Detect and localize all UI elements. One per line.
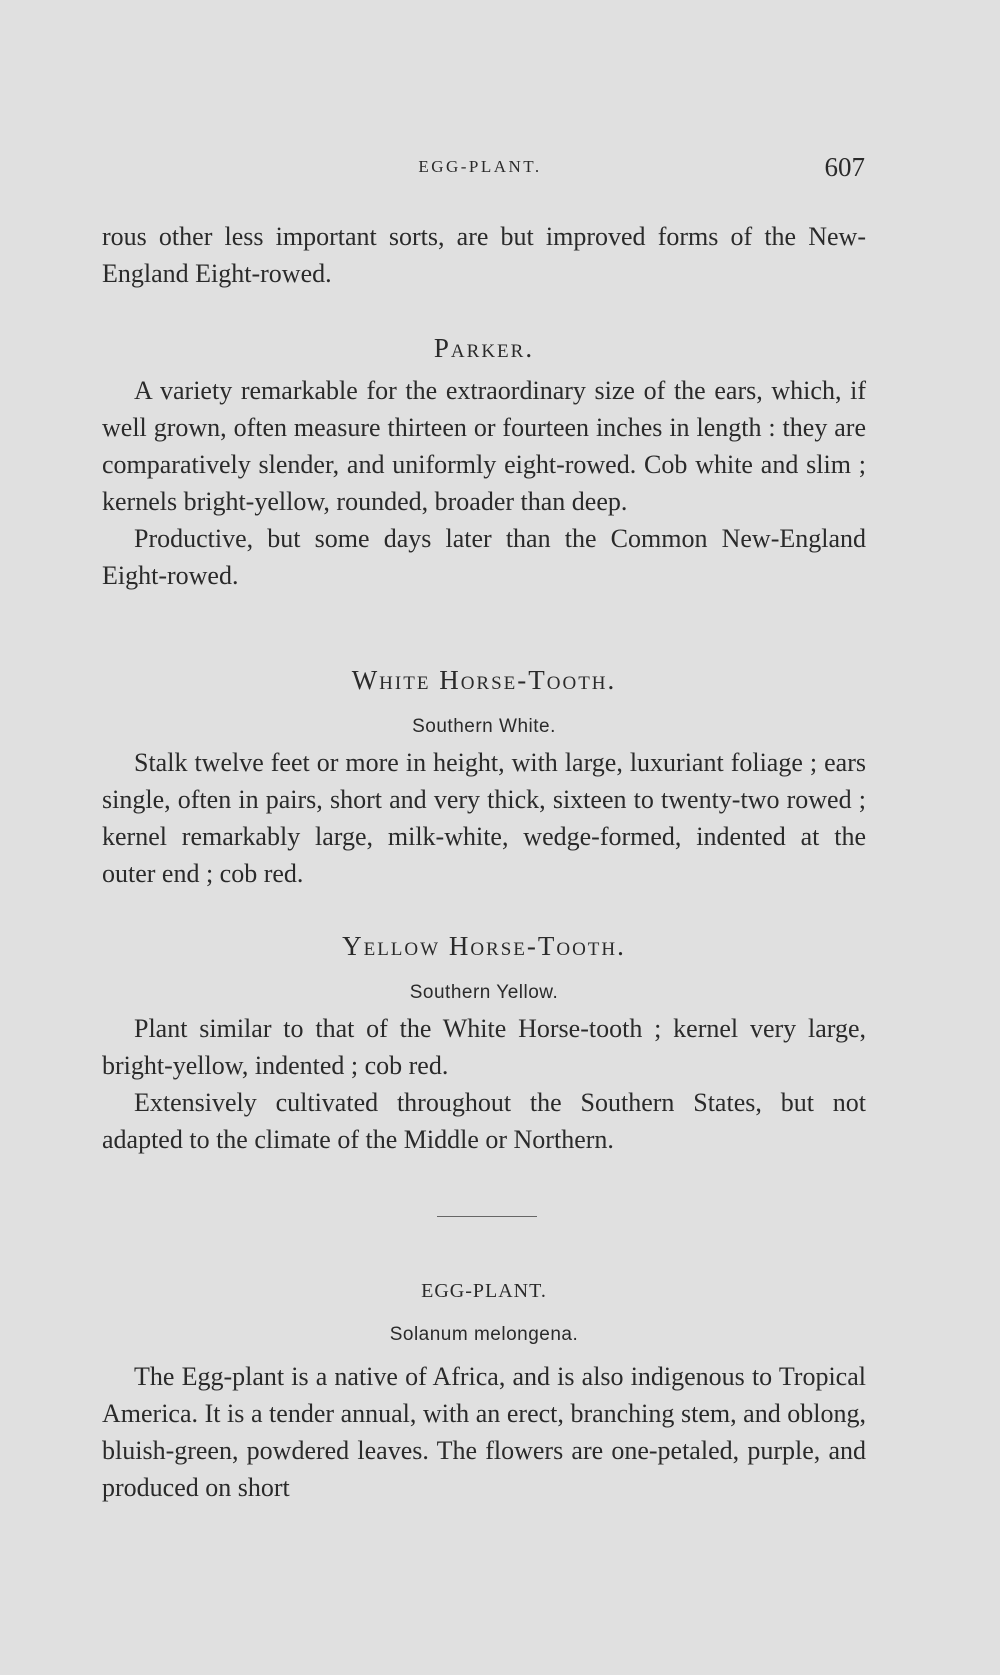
- chapter-latin-name: Solanum melongena.: [389, 1324, 579, 1345]
- section-white-horse-tooth: [102, 662, 866, 699]
- section-paragraph: Extensively cultivated throughout the Southern States, but not adapted to the climate of the Middle or Northern.: [102, 1088, 866, 1154]
- chapter-paragraph: The Egg-plant is a native of Africa, and is also indigenous to Tropical America. It is a tender annual, with an erect, branching stem, and oblong, bluish-green, powdered leaves. The flowers are one-petaled, purple, and produced on short: [102, 1362, 866, 1502]
- section-parker: [102, 330, 866, 367]
- chapter-egg-plant-latin: [102, 1316, 866, 1353]
- page-number: 607: [824, 152, 865, 182]
- section-paragraph: Stalk twelve feet or more in height, with large, luxuriant foliage ; ears single, often in pairs, short and very thick, sixteen to twenty-two rowed ; kernel remarkably large, milk-white, wedge-formed, indented at the outer end ; cob red.: [102, 748, 866, 888]
- section-parker-body: [102, 372, 866, 594]
- section-yellow-horse-tooth-body: [102, 1010, 866, 1158]
- section-divider: [437, 1216, 537, 1217]
- section-heading: Parker.: [433, 333, 535, 363]
- section-paragraph: Plant similar to that of the White Horse-tooth ; kernel very large, bright-yellow, indented ; cob red.: [102, 1014, 866, 1080]
- section-paragraph: Productive, but some days later than the Common New-England Eight-rowed.: [102, 524, 866, 590]
- chapter-egg-plant-body: [102, 1358, 866, 1506]
- continuation-text-block: [102, 218, 866, 292]
- running-title: EGG-PLANT.: [418, 157, 542, 176]
- chapter-title: EGG-PLANT.: [421, 1280, 547, 1302]
- section-paragraph: A variety remarkable for the extraordinary size of the ears, which, if well grown, often measure thirteen or fourteen inches in length : they are comparatively slender, and uniformly eight-rowed. Cob white and slim ; kernels bright-yellow, rounded, broader than deep.: [102, 376, 866, 516]
- section-heading: White Horse-Tooth.: [351, 665, 617, 695]
- chapter-egg-plant-title: [102, 1273, 866, 1310]
- section-yellow-horse-tooth-subtitle: [102, 974, 866, 1011]
- running-head: [0, 152, 1000, 182]
- continuation-paragraph: rous other less important sorts, are but improved forms of the New-England Eight-rowed.: [102, 222, 866, 288]
- section-subtitle: Southern White.: [412, 716, 556, 737]
- section-yellow-horse-tooth: [102, 928, 866, 965]
- section-subtitle: Southern Yellow.: [409, 982, 559, 1003]
- section-white-horse-tooth-subtitle: [102, 708, 866, 745]
- section-heading: Yellow Horse-Tooth.: [342, 931, 626, 961]
- section-white-horse-tooth-body: [102, 744, 866, 892]
